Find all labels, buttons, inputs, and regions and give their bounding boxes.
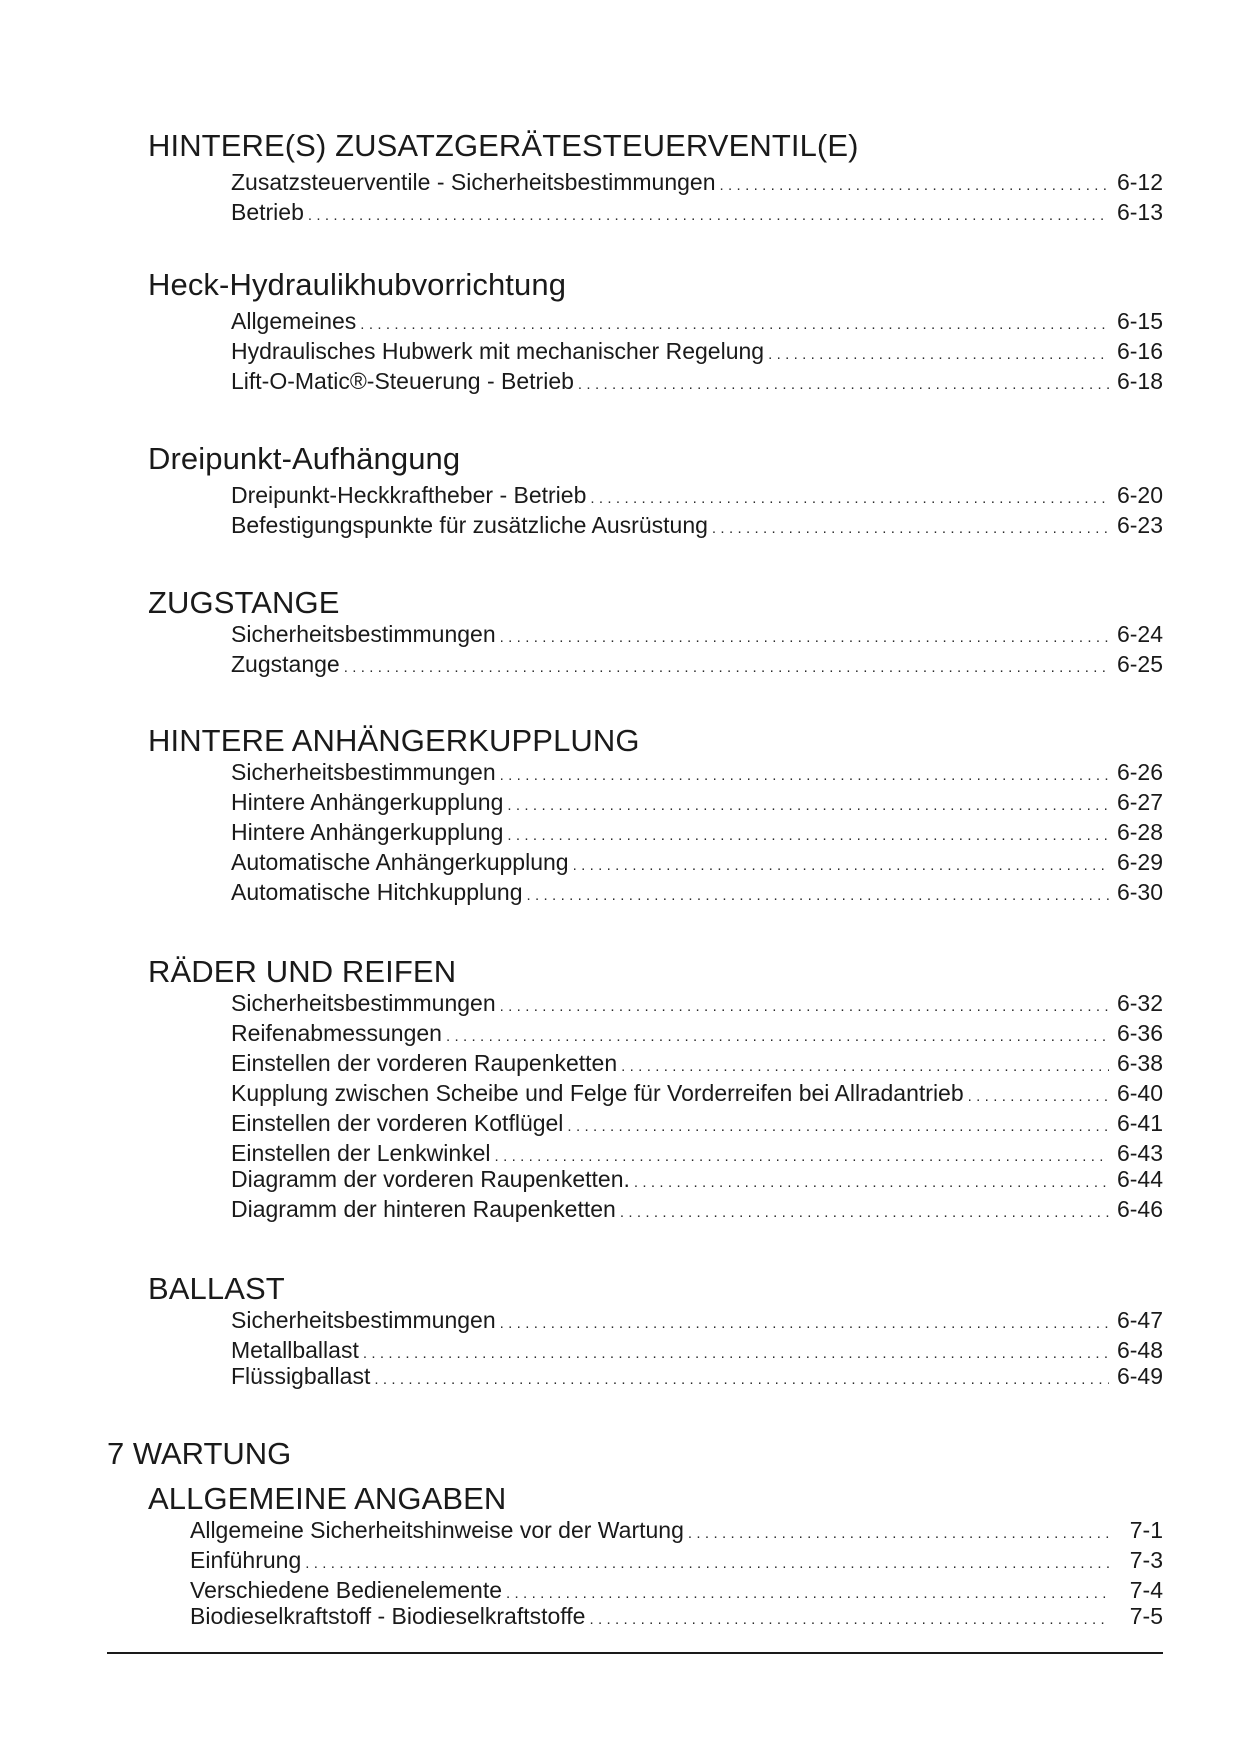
toc-entry-label: Diagramm der vorderen Raupenketten. [231, 1166, 630, 1192]
toc-entry-label: Zusatzsteuerventile - Sicherheitsbestimmungen [231, 169, 716, 195]
toc-entry-label: Einstellen der vorderen Kotflügel [231, 1110, 564, 1136]
toc-entry-label: Sicherheitsbestimmungen [231, 1307, 496, 1333]
toc-entry-label: Automatische Anhängerkupplung [231, 849, 569, 875]
dot-leader [308, 201, 1109, 231]
dot-leader [589, 1605, 1109, 1635]
chapter-heading: 7 WARTUNG [107, 1436, 292, 1471]
toc-entry-label: Befestigungspunkte für zusätzliche Ausrüstung [231, 512, 708, 538]
toc-entry-page: 7-1 [1129, 1517, 1163, 1543]
section-heading: BALLAST [148, 1271, 285, 1306]
toc-entry-page: 6-20 [1116, 482, 1163, 508]
toc-entry-page: 6-15 [1116, 308, 1163, 334]
toc-entry-page: 6-46 [1116, 1196, 1163, 1222]
section-heading: HINTERE(S) ZUSATZGERÄTESTEUERVENTIL(E) [148, 128, 859, 163]
toc-entry-label: Reifenabmessungen [231, 1020, 442, 1046]
toc-entry-label: Biodieselkraftstoff - Biodieselkraftstoffe [190, 1603, 586, 1629]
toc-entry-label: Allgemeines [231, 308, 357, 334]
section-heading: ALLGEMEINE ANGABEN [148, 1481, 507, 1516]
toc-entry-label: Automatische Hitchkupplung [231, 879, 523, 905]
toc-entry[interactable] [231, 619, 1163, 649]
toc-entry-page: 6-16 [1116, 338, 1163, 364]
toc-entry-page: 6-40 [1116, 1080, 1163, 1106]
toc-entry-page: 6-36 [1116, 1020, 1163, 1046]
toc-entry-page: 6-43 [1116, 1140, 1163, 1166]
toc-entry-label: Kupplung zwischen Scheibe und Felge für Vorderreifen bei Allradantrieb [231, 1080, 964, 1106]
toc-entry[interactable] [231, 1194, 1163, 1224]
dot-leader [374, 1365, 1109, 1395]
toc-entry[interactable] [231, 167, 1163, 197]
toc-entry-page: 6-48 [1116, 1337, 1163, 1363]
toc-entry-page: 6-32 [1116, 990, 1163, 1016]
toc-entry[interactable] [231, 510, 1163, 540]
toc-entry-label: Hydraulisches Hubwerk mit mechanischer Regelung [231, 338, 765, 364]
toc-entry-page: 6-49 [1116, 1363, 1163, 1389]
dot-leader [527, 881, 1110, 911]
toc-entry-page: 6-29 [1116, 849, 1163, 875]
toc-entry-label: Metallballast [231, 1337, 359, 1363]
toc-entry-page: 6-18 [1116, 368, 1163, 394]
toc-entry-label: Diagramm der hinteren Raupenketten [231, 1196, 616, 1222]
toc-entry-label: Sicherheitsbestimmungen [231, 990, 496, 1016]
toc-entry[interactable] [190, 1515, 1163, 1545]
toc-entry[interactable] [190, 1601, 1163, 1631]
toc-entry-page: 6-47 [1116, 1307, 1163, 1333]
toc-entry[interactable] [231, 306, 1163, 336]
toc-entry-label: Sicherheitsbestimmungen [231, 621, 496, 647]
toc-entry[interactable] [231, 1018, 1163, 1048]
toc-entry-page: 6-24 [1116, 621, 1163, 647]
toc-entry-page: 6-44 [1116, 1166, 1163, 1192]
dot-leader [344, 653, 1109, 683]
toc-entry[interactable] [190, 1545, 1163, 1575]
toc-entry-page: 6-23 [1116, 512, 1163, 538]
toc-entry[interactable] [231, 1078, 1163, 1108]
toc-entry-page: 6-12 [1116, 169, 1163, 195]
toc-entry-label: Dreipunkt-Heckkraftheber - Betrieb [231, 482, 587, 508]
toc-entry[interactable] [231, 197, 1163, 227]
toc-entry-label: Einstellen der vorderen Raupenketten [231, 1050, 618, 1076]
toc-entry[interactable] [231, 847, 1163, 877]
toc-entry-page: 6-25 [1116, 651, 1163, 677]
toc-entry[interactable] [231, 787, 1163, 817]
toc-entry-label: Einstellen der Lenkwinkel [231, 1140, 491, 1166]
section-heading: Dreipunkt-Aufhängung [148, 441, 461, 476]
footer-divider [107, 1652, 1163, 1654]
toc-entry-page: 6-28 [1116, 819, 1163, 845]
toc-entry[interactable] [231, 877, 1163, 907]
section-heading: RÄDER UND REIFEN [148, 954, 457, 989]
dot-leader [620, 1198, 1109, 1228]
toc-entry[interactable] [231, 649, 1163, 679]
toc-entry[interactable] [231, 480, 1163, 510]
toc-entry[interactable] [231, 1108, 1163, 1138]
section-heading: HINTERE ANHÄNGERKUPPLUNG [148, 723, 640, 758]
toc-entry[interactable] [231, 757, 1163, 787]
toc-entry[interactable] [231, 1361, 1163, 1391]
toc-entry[interactable] [231, 336, 1163, 366]
toc-entry-page: 7-4 [1129, 1577, 1163, 1603]
dot-leader [578, 370, 1109, 400]
toc-entry-label: Sicherheitsbestimmungen [231, 759, 496, 785]
toc-entry-label: Hintere Anhängerkupplung [231, 819, 504, 845]
toc-entry-label: Hintere Anhängerkupplung [231, 789, 504, 815]
dot-leader [712, 514, 1109, 544]
toc-entry-page: 6-26 [1116, 759, 1163, 785]
toc-entry-page: 7-5 [1129, 1603, 1163, 1629]
toc-entry[interactable] [231, 366, 1163, 396]
toc-entry[interactable] [231, 1305, 1163, 1335]
toc-entry-label: Einführung [190, 1547, 302, 1573]
toc-entry-page: 6-27 [1116, 789, 1163, 815]
toc-entry-page: 6-41 [1116, 1110, 1163, 1136]
toc-entry-label: Verschiedene Bedienelemente [190, 1577, 503, 1603]
toc-entry-page: 6-30 [1116, 879, 1163, 905]
toc-entry-page: 6-13 [1116, 199, 1163, 225]
toc-entry-page: 6-38 [1116, 1050, 1163, 1076]
toc-entry[interactable] [231, 817, 1163, 847]
toc-entry-label: Lift-O-Matic®-Steuerung - Betrieb [231, 368, 574, 394]
toc-entry-label: Betrieb [231, 199, 304, 225]
toc-entry[interactable] [231, 1164, 1163, 1194]
toc-entry-page: 7-3 [1129, 1547, 1163, 1573]
toc-entry[interactable] [231, 1048, 1163, 1078]
toc-entry[interactable] [231, 988, 1163, 1018]
section-heading: Heck-Hydraulikhubvorrichtung [148, 267, 567, 302]
toc-entry-label: Zugstange [231, 651, 340, 677]
section-heading: ZUGSTANGE [148, 585, 340, 620]
toc-entry-label: Flüssigballast [231, 1363, 371, 1389]
toc-entry-label: Allgemeine Sicherheitshinweise vor der Wartung [190, 1517, 684, 1543]
